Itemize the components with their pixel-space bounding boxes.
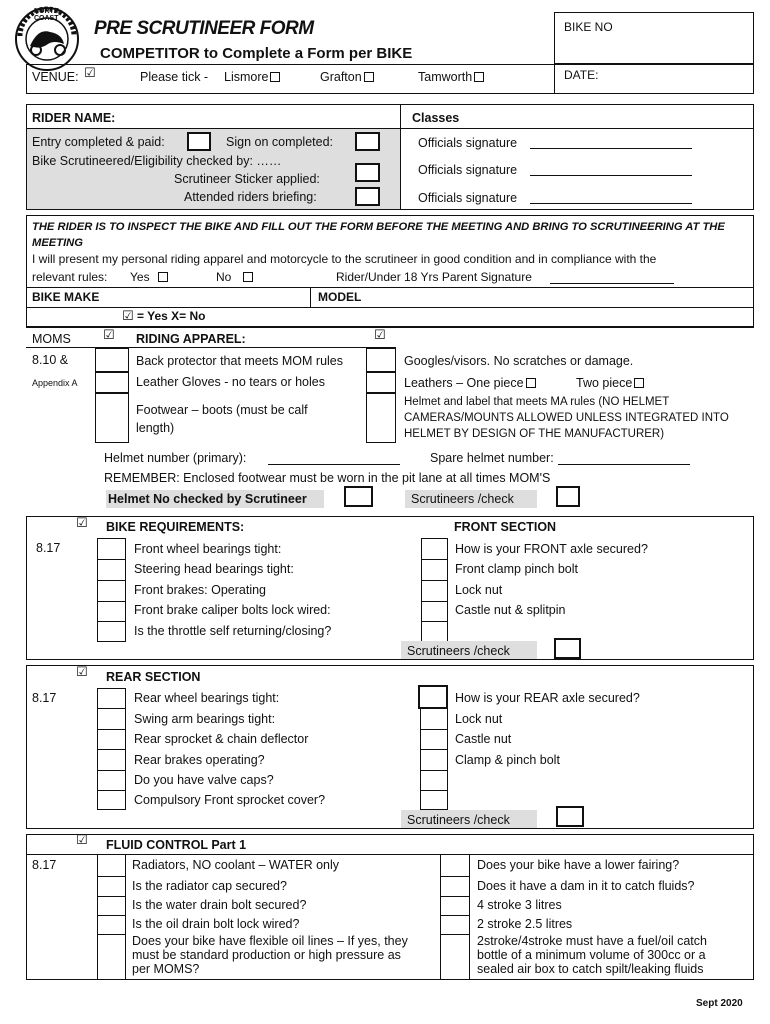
rear-right-boxes [420, 708, 448, 810]
oil-lines-3: per MOMS? [132, 962, 200, 976]
declaration-no[interactable]: No [216, 270, 253, 285]
club-logo [14, 6, 80, 72]
rear-tick: ☑ [76, 665, 88, 680]
classes-label: Classes [412, 111, 460, 125]
rear-brakes: Rear brakes operating? [134, 753, 265, 767]
front-brakes: Front brakes: Operating [134, 583, 267, 597]
front-axle-question: How is your FRONT axle secured? [455, 542, 648, 556]
declaration-yes-checkbox[interactable] [158, 272, 168, 282]
back-protector-checkbox[interactable] [95, 348, 129, 372]
officials-signature-1-line[interactable] [530, 148, 692, 149]
date-label: DATE: [564, 68, 599, 82]
leathers-one-piece[interactable]: Leathers – One piece [404, 376, 536, 391]
remember-note: REMEMBER: Enclosed footwear must be worn in the pit lane at all times MOM'S [104, 471, 551, 485]
rear-rule: 8.17 [32, 691, 57, 705]
radiators-coolant: Radiators, NO coolant – WATER only [132, 858, 340, 872]
water-drain-bolt: Is the water drain bolt secured? [132, 898, 307, 912]
gloves-label: Leather Gloves - no tears or holes [136, 375, 325, 389]
officials-signature-3: Officials signature [418, 191, 518, 205]
bike-req-left-boxes [97, 538, 126, 642]
apparel-tick-right: ☑ [374, 328, 386, 343]
leathers-two-piece[interactable]: Two piece [576, 376, 644, 391]
helmet-rule-2: CAMERAS/MOUNTS ALLOWED UNLESS INTEGRATED INTO [404, 412, 729, 424]
oil-drain-bolt: Is the oil drain bolt lock wired? [132, 917, 300, 931]
entry-completed-label: Entry completed & paid: [32, 135, 165, 149]
two-stroke: 2 stroke 2.5 litres [477, 917, 573, 931]
apparel-scrutineers-check: Scrutineers /check [411, 492, 514, 506]
riding-apparel-heading: RIDING APPAREL: [136, 332, 246, 346]
rear-lock-nut: Lock nut [455, 712, 503, 726]
steering-head-bearings: Steering head bearings tight: [134, 562, 294, 576]
apparel-tick: ☑ [103, 328, 115, 343]
footwear-label-2: length) [136, 421, 175, 435]
catch-bottle-1: 2stroke/4stroke must have a fuel/oil catch [477, 934, 707, 948]
rear-castle-nut: Castle nut [455, 732, 512, 746]
bike-scrutineered-checkbox[interactable] [355, 163, 380, 182]
helmet-checkbox[interactable] [366, 393, 396, 443]
two-piece-checkbox[interactable] [634, 378, 644, 388]
model-label: MODEL [318, 290, 362, 304]
sticker-label: Scrutineer Sticker applied: [174, 172, 320, 186]
gloves-checkbox[interactable] [95, 372, 129, 393]
front-clamp-pinch-bolt: Front clamp pinch bolt [455, 562, 578, 576]
rear-scrutineers-box[interactable] [556, 806, 584, 827]
catch-bottle-2: bottle of a minimum volume of 300cc or a [477, 948, 706, 962]
lismore-checkbox[interactable] [270, 72, 280, 82]
lower-fairing: Does your bike have a lower fairing? [477, 858, 680, 872]
front-wheel-bearings: Front wheel bearings tight: [134, 542, 282, 556]
venue-option-tamworth[interactable]: Tamworth [418, 70, 484, 85]
helmet-checked-label: Helmet No checked by Scrutineer [108, 492, 307, 506]
goggles-label: Googles/visors. No scratches or damage. [404, 354, 634, 368]
front-sprocket-cover: Compulsory Front sprocket cover? [134, 793, 326, 807]
venue-row [26, 64, 754, 94]
apparel-rule: 8.10 & [32, 353, 69, 367]
venue-option-lismore[interactable]: Lismore [224, 70, 280, 85]
radiator-cap: Is the radiator cap secured? [132, 879, 287, 893]
bike-no-label: BIKE NO [564, 20, 613, 34]
oil-lines-2: must be standard production or high pressure as [132, 948, 401, 962]
rear-wheel-bearings: Rear wheel bearings tight: [134, 691, 280, 705]
officials-signature-3-line[interactable] [530, 203, 692, 204]
spare-helmet-line[interactable] [558, 464, 690, 465]
parent-signature-label: Rider/Under 18 Yrs Parent Signature [336, 270, 532, 284]
rear-clamp-pinch-bolt: Clamp & pinch bolt [455, 753, 560, 767]
footer-date: Sept 2020 [696, 998, 743, 1009]
one-piece-checkbox[interactable] [526, 378, 536, 388]
swing-arm-bearings: Swing arm bearings tight: [134, 712, 276, 726]
four-stroke: 4 stroke 3 litres [477, 898, 562, 912]
footwear-checkbox[interactable] [95, 393, 129, 443]
leathers-checkbox[interactable] [366, 372, 396, 393]
bike-scrutineered-label: Bike Scrutineered/Eligibility checked by: …… [32, 154, 282, 168]
tamworth-checkbox[interactable] [474, 72, 484, 82]
declaration-heading: THE RIDER IS TO INSPECT THE BIKE AND FILL OUT THE FORM BEFORE THE MEETING AND BRING TO SCRUTINEERING AT THE MEETING [32, 221, 725, 249]
bike-req-heading: BIKE REQUIREMENTS: [106, 520, 245, 534]
helmet-primary-line[interactable] [268, 464, 400, 465]
front-caliper-bolts: Front brake caliper bolts lock wired: [134, 603, 331, 617]
appendix-label: Appendix A [32, 378, 78, 388]
bike-req-rule: 8.17 [36, 541, 61, 555]
briefing-checkbox[interactable] [355, 187, 380, 206]
venue-option-grafton[interactable]: Grafton [320, 70, 374, 85]
fluid-left-boxes [97, 854, 126, 980]
helmet-rule-3: HELMET BY DESIGN OF THE MANUFACTURER) [404, 428, 665, 440]
helmet-checked-box[interactable] [344, 486, 373, 507]
footwear-label: Footwear – boots (must be calf [136, 403, 308, 417]
officials-signature-2: Officials signature [418, 163, 518, 177]
briefing-label: Attended riders briefing: [184, 190, 317, 204]
form-title: PRE SCRUTINEER FORM [94, 18, 314, 39]
fluid-dam: Does it have a dam in it to catch fluids? [477, 879, 695, 893]
catch-bottle-3: sealed air box to catch spilt/leaking fluids [477, 962, 704, 976]
bike-make-label: BIKE MAKE [32, 290, 100, 304]
front-castle-nut: Castle nut & splitpin [455, 603, 566, 617]
officials-signature-2-line[interactable] [530, 175, 692, 176]
fluid-heading: FLUID CONTROL Part 1 [106, 838, 247, 852]
logo-text: NORTH COAST [34, 8, 59, 22]
oil-lines-1: Does your bike have flexible oil lines – If yes, they [132, 934, 408, 948]
sign-on-checkbox[interactable] [355, 132, 380, 151]
rear-axle-question: How is your REAR axle secured? [455, 691, 640, 705]
venue-label: VENUE: [32, 70, 79, 84]
back-protector-label: Back protector that meets MOM rules [136, 354, 344, 368]
valve-caps: Do you have valve caps? [134, 773, 274, 787]
rear-sprocket: Rear sprocket & chain deflector [134, 732, 309, 746]
bike-req-tick: ☑ [76, 516, 88, 531]
fluid-tick: ☑ [76, 833, 88, 848]
throttle-return: Is the throttle self returning/closing? [134, 624, 332, 638]
rear-axle-box[interactable] [418, 685, 448, 709]
apparel-scrutineers-box[interactable] [556, 486, 580, 507]
declaration-line1: I will present my personal riding apparel and motorcycle to the scrutineer in good condition and in compliance with the [32, 252, 657, 266]
form-subtitle: COMPETITOR to Complete a Form per BIKE [100, 45, 413, 62]
officials-signature-1: Officials signature [418, 136, 518, 150]
fluid-rule: 8.17 [32, 858, 57, 872]
rider-name-label: RIDER NAME: [32, 111, 116, 125]
sign-on-label: Sign on completed: [226, 135, 334, 149]
helmet-rule-1: Helmet and label that meets MA rules (NO HELMET [404, 396, 670, 408]
venue-prompt: Please tick - [140, 70, 209, 84]
relevant-rules: relevant rules: [32, 270, 108, 284]
parent-signature-line[interactable] [550, 283, 674, 284]
declaration-no-checkbox[interactable] [243, 272, 253, 282]
entry-completed-checkbox[interactable] [187, 132, 211, 151]
goggles-checkbox[interactable] [366, 348, 396, 372]
bike-req-scrutineers-check: Scrutineers /check [407, 644, 510, 658]
bike-req-right-boxes [421, 538, 448, 642]
moms-label: MOMS [32, 332, 71, 346]
front-section-heading: FRONT SECTION [454, 520, 557, 534]
fluid-right-boxes [440, 854, 470, 980]
legend: ☑ = Yes X= No [122, 309, 206, 324]
grafton-checkbox[interactable] [364, 72, 374, 82]
rear-scrutineers-check: Scrutineers /check [407, 813, 510, 827]
front-lock-nut: Lock nut [455, 583, 503, 597]
rear-heading: REAR SECTION [106, 670, 201, 684]
spare-helmet-label: Spare helmet number: [430, 451, 554, 465]
helmet-primary-label: Helmet number (primary): [104, 451, 247, 465]
bike-req-scrutineers-box[interactable] [554, 638, 581, 659]
declaration-yes[interactable]: Yes [130, 270, 168, 285]
venue-tick: ☑ [84, 66, 96, 81]
